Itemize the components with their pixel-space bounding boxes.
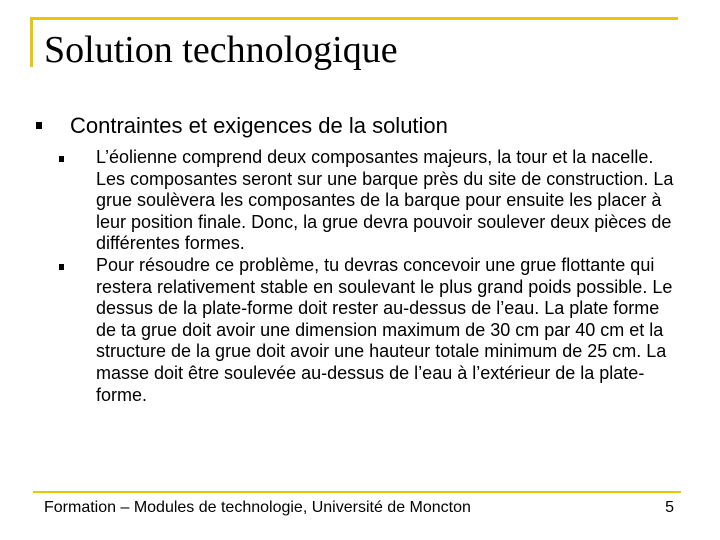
- list-item-text: Pour résoudre ce problème, tu devras concevoir une grue flottante qui restera relativement stable en soulevant le plus grand poids possible. Le dessus de la plate-forme doit rester au-dessus de l’eau. La plate forme de ta grue doit avoir une dimension maximum de 30 cm par 40 cm et la structure de la grue doit avoir une hauteur totale minimum de 25 cm. La masse doit être soulevée au-dessus de l’eau à l’extérieur de la plate-forme.: [96, 254, 673, 405]
- page-number: 5: [665, 499, 674, 516]
- section-heading: Contraintes et exigences de la solution: [70, 113, 448, 138]
- list-item: [59, 147, 679, 255]
- section-heading-row: [36, 112, 676, 140]
- square-bullet-icon: [59, 156, 64, 162]
- square-bullet-icon: [36, 122, 42, 129]
- title-accent-line: [30, 17, 678, 20]
- footer-divider: [33, 491, 681, 493]
- slide-title: Solution technologique: [44, 29, 398, 71]
- title-accent-bar: [30, 17, 33, 67]
- list-item-text: L’éolienne comprend deux composantes majeurs, la tour et la nacelle. Les composantes seront sur une barque près du site de construction. La grue soulèvera les composantes de la barque pour ensuite les placer à leur position finale. Donc, la grue devra pouvoir soulever deux pièces de différentes formes.: [96, 147, 674, 254]
- bullet-list: [59, 147, 679, 406]
- footer-text: Formation – Modules de technologie, Université de Moncton: [44, 499, 471, 516]
- list-item: [59, 255, 679, 406]
- square-bullet-icon: [59, 264, 64, 270]
